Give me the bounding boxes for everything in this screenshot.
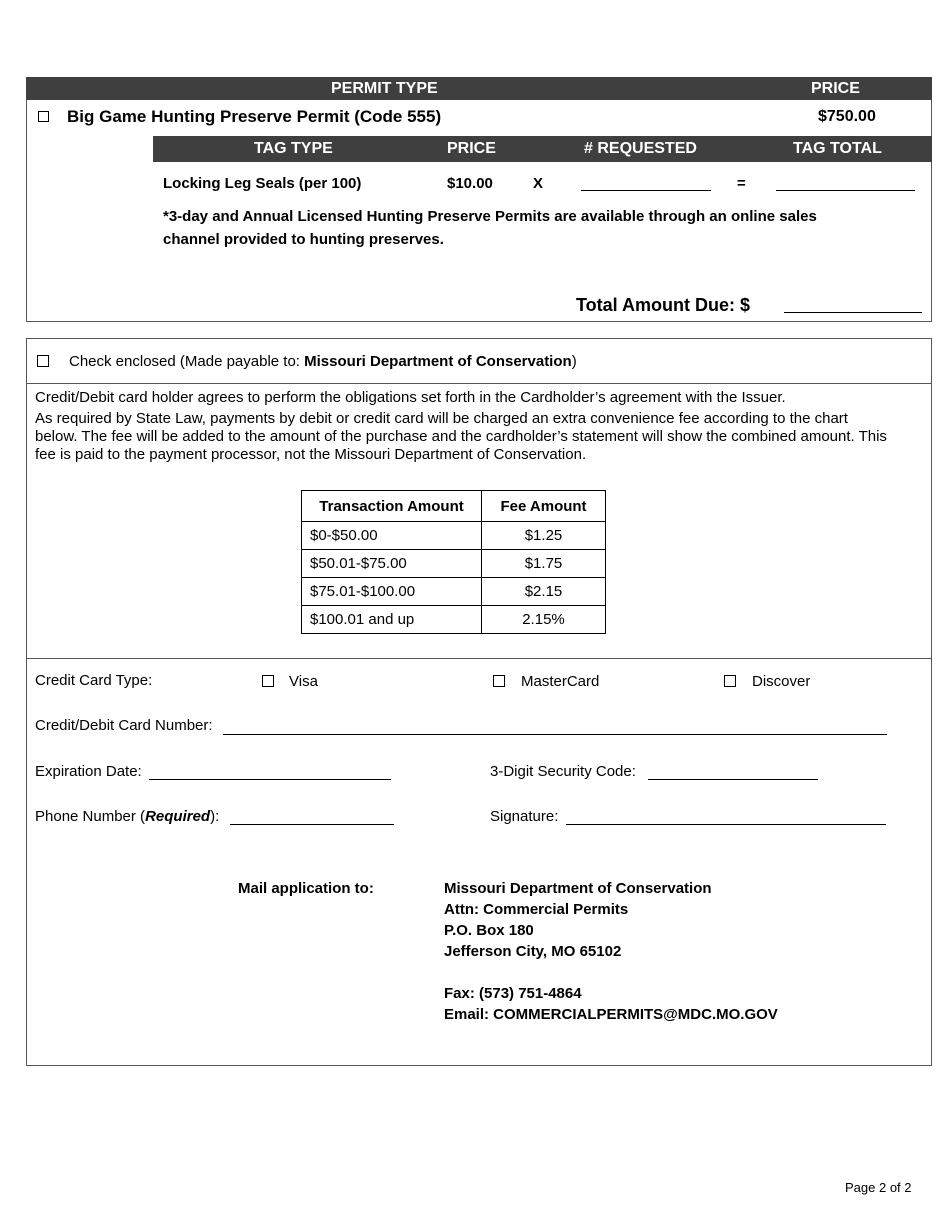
mastercard-checkbox[interactable] [493, 675, 505, 687]
tag-header-bar [153, 136, 932, 162]
transaction-amount-cell: $50.01-$75.00 [302, 550, 482, 578]
permit-name: Big Game Hunting Preserve Permit (Code 555) [67, 107, 442, 126]
credit-card-type-label: Credit Card Type: [35, 672, 153, 689]
mail-address-line3: P.O. Box 180 [444, 922, 534, 939]
tag-total-header: TAG TOTAL [793, 140, 882, 157]
total-amount-label: Total Amount Due: $ [576, 295, 750, 315]
requested-header: # REQUESTED [584, 140, 697, 157]
discover-label: Discover [752, 673, 811, 690]
transaction-amount-header: Transaction Amount [302, 491, 482, 522]
fee-amount-cell: 2.15% [482, 606, 606, 634]
fee-table-header-row [302, 491, 606, 522]
card-number-input-line[interactable] [223, 734, 887, 735]
times-symbol: X [533, 175, 544, 192]
fee-amount-cell: $1.25 [482, 522, 606, 550]
payment-divider-1 [26, 383, 932, 384]
signature-label: Signature: [490, 808, 559, 825]
fee-amount-cell: $1.75 [482, 550, 606, 578]
tag-total-input-line[interactable] [776, 190, 915, 191]
requested-input-line[interactable] [581, 190, 711, 191]
fee-table-row [302, 606, 606, 634]
mail-address-line2: Attn: Commercial Permits [444, 901, 629, 918]
security-code-label: 3-Digit Security Code: [490, 763, 636, 780]
transaction-amount-cell: $75.01-$100.00 [302, 578, 482, 606]
permit-header-bar [26, 77, 932, 100]
phone-number-label [35, 808, 219, 825]
online-note-line2: channel provided to hunting preserves. [163, 231, 444, 248]
visa-label: Visa [289, 673, 318, 690]
expiration-date-input-line[interactable] [149, 779, 391, 780]
check-suffix: ) [571, 353, 577, 370]
fee-table [301, 490, 606, 634]
agreement-line-3: below. The fee will be added to the amount of the purchase and the cardholder’s statement will show the combined amount. This [35, 428, 887, 445]
fee-amount-header: Fee Amount [482, 491, 606, 522]
fee-table-row [302, 550, 606, 578]
agreement-line-2: As required by State Law, payments by debit or credit card will be charged an extra convenience fee according to the chart [35, 410, 848, 427]
security-code-input-line[interactable] [648, 779, 818, 780]
online-note-line1: *3-day and Annual Licensed Hunting Preserve Permits are available through an online sales [163, 208, 817, 225]
check-enclosed-text [69, 353, 577, 370]
agreement-line-4: fee is paid to the payment processor, not the Missouri Department of Conservation. [35, 446, 587, 463]
agreement-line-1: Credit/Debit card holder agrees to perform the obligations set forth in the Cardholder’s agreement with the Issuer. [35, 389, 786, 406]
equals-symbol: = [737, 175, 746, 192]
fee-table-row [302, 522, 606, 550]
email-address: Email: COMMERCIALPERMITS@MDC.MO.GOV [444, 1006, 778, 1023]
payment-divider-2 [26, 658, 932, 659]
price-header: PRICE [811, 80, 860, 97]
tag-name: Locking Leg Seals (per 100) [163, 175, 362, 192]
page-number: Page 2 of 2 [845, 1180, 912, 1195]
mail-address-line1: Missouri Department of Conservation [444, 880, 712, 897]
tag-type-header: TAG TYPE [254, 140, 333, 157]
mail-address-line4: Jefferson City, MO 65102 [444, 943, 622, 960]
tag-price-header: PRICE [447, 140, 496, 157]
signature-input-line[interactable] [566, 824, 886, 825]
check-enclosed-checkbox[interactable] [37, 355, 49, 367]
check-prefix: Check enclosed (Made payable to: [69, 353, 305, 370]
fee-amount-cell: $2.15 [482, 578, 606, 606]
mastercard-label: MasterCard [521, 673, 600, 690]
transaction-amount-cell: $100.01 and up [302, 606, 482, 634]
discover-checkbox[interactable] [724, 675, 736, 687]
fax-number: Fax: (573) 751-4864 [444, 985, 582, 1002]
mail-application-label: Mail application to: [238, 880, 374, 897]
expiration-date-label: Expiration Date: [35, 763, 142, 780]
visa-checkbox[interactable] [262, 675, 274, 687]
card-number-label: Credit/Debit Card Number: [35, 717, 213, 734]
phone-required: Required [145, 808, 211, 825]
check-payee: Missouri Department of Conservation [304, 353, 572, 370]
permit-type-header: PERMIT TYPE [331, 80, 438, 97]
phone-suffix: ): [210, 808, 220, 825]
phone-prefix: Phone Number ( [35, 808, 146, 825]
transaction-amount-cell: $0-$50.00 [302, 522, 482, 550]
tag-price: $10.00 [447, 175, 493, 192]
total-amount-input-line[interactable] [784, 312, 922, 313]
permit-checkbox[interactable] [38, 111, 49, 122]
phone-number-input-line[interactable] [230, 824, 394, 825]
permit-price: $750.00 [818, 108, 876, 125]
fee-table-row [302, 578, 606, 606]
